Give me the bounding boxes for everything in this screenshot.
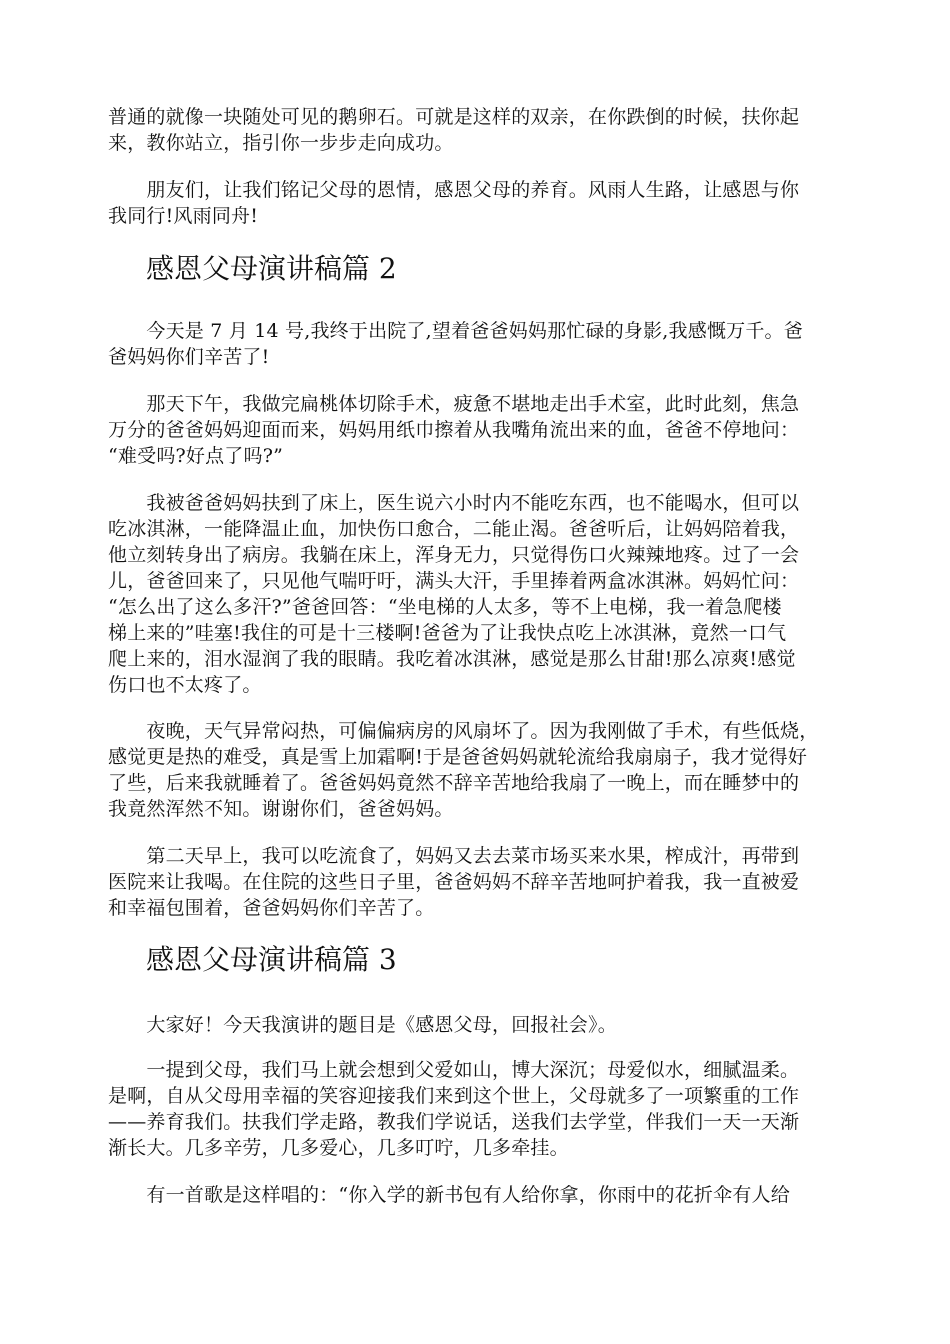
text-line: ——养育我们。扶我们学走路，教我们学说话，送我们去学堂，伴我们一天一天渐 bbox=[108, 1111, 800, 1133]
text-line: 感觉更是热的难受，真是雪上加霜啊!于是爸爸妈妈就轮流给我扇扇子，我才觉得好 bbox=[108, 746, 808, 768]
text-line: 吃冰淇淋，一能降温止血，加快伤口愈合，二能止渴。爸爸听后，让妈妈陪着我， bbox=[108, 518, 800, 540]
text-line: 是啊，自从父母用幸福的笑容迎接我们来到这个世上，父母就多了一项繁重的工作 bbox=[108, 1085, 800, 1107]
text-line: 夜晚，天气异常闷热，可偏偏病房的风扇坏了。因为我刚做了手术，有些低烧， bbox=[108, 720, 819, 742]
paragraph-9 bbox=[108, 1057, 848, 1161]
text-line: 和幸福包围着，爸爸妈妈你们辛苦了。 bbox=[108, 897, 435, 919]
text-line: 一提到父母，我们马上就会想到父爱如山，博大深沉；母爱似水，细腻温柔。 bbox=[108, 1059, 800, 1081]
text-line: 渐长大。几多辛劳，几多爱心，几多叮咛，几多牵挂。 bbox=[108, 1137, 569, 1159]
text-line: “难受吗?好点了吗?” bbox=[108, 445, 284, 467]
paragraph-10 bbox=[108, 1182, 848, 1208]
paragraph-3 bbox=[108, 318, 848, 370]
text-line: 那天下午，我做完扁桃体切除手术，疲惫不堪地走出手术室，此时此刻，焦急 bbox=[108, 393, 800, 415]
text-line: 梯上来的”哇塞!我住的可是十三楼啊!爸爸为了让我快点吃上冰淇淋，竟然一口气 bbox=[108, 622, 787, 644]
paragraph-2 bbox=[108, 177, 848, 229]
text-line: 来，教你站立，指引你一步步走向成功。 bbox=[108, 132, 454, 154]
paragraph-5 bbox=[108, 490, 848, 698]
paragraph-6 bbox=[108, 718, 848, 822]
text-line: 伤口也不太疼了。 bbox=[108, 674, 262, 696]
paragraph-4 bbox=[108, 391, 848, 469]
text-line: 爸妈妈你们辛苦了! bbox=[108, 346, 270, 368]
paragraph-1 bbox=[108, 104, 848, 156]
text-line: 了些，后来我就睡着了。爸爸妈妈竟然不辞辛苦地给我扇了一晚上，而在睡梦中的 bbox=[108, 772, 800, 794]
text-line: 有一首歌是这样唱的：“你入学的新书包有人给你拿，你雨中的花折伞有人给 bbox=[108, 1184, 790, 1206]
section-heading-3: 感恩父母演讲稿篇 3 bbox=[146, 943, 397, 976]
text-line: 他立刻转身出了病房。我躺在床上，浑身无力，只觉得伤口火辣辣地疼。过了一会 bbox=[108, 544, 800, 566]
text-line: 爬上来的，泪水湿润了我的眼睛。我吃着冰淇淋，感觉是那么甘甜!那么凉爽!感觉 bbox=[108, 648, 796, 670]
text-line: 我被爸爸妈妈扶到了床上，医生说六小时内不能吃东西，也不能喝水，但可以 bbox=[108, 492, 800, 514]
section-heading-2: 感恩父母演讲稿篇 2 bbox=[146, 252, 397, 285]
paragraph-7 bbox=[108, 843, 848, 921]
text-line: 大家好！今天我演讲的题目是《感恩父母，回报社会》。 bbox=[108, 1014, 617, 1036]
text-line: 儿，爸爸回来了，只见他气喘吁吁，满头大汗，手里捧着两盒冰淇淋。妈妈忙问： bbox=[108, 570, 800, 592]
text-line: 第二天早上，我可以吃流食了，妈妈又去去菜市场买来水果，榨成汁，再带到 bbox=[108, 845, 800, 867]
text-line: 今天是 7 月 14 号,我终于出院了,望着爸爸妈妈那忙碌的身影,我感慨万千。爸 bbox=[108, 320, 803, 342]
text-line: 普通的就像一块随处可见的鹅卵石。可就是这样的双亲，在你跌倒的时候，扶你起 bbox=[108, 106, 800, 128]
text-line: 万分的爸爸妈妈迎面而来，妈妈用纸巾擦着从我嘴角流出来的血，爸爸不停地问： bbox=[108, 419, 800, 441]
text-line: “怎么出了这么多汗?”爸爸回答：“坐电梯的人太多，等不上电梯，我一着急爬楼 bbox=[108, 596, 782, 618]
text-line: 我竟然浑然不知。谢谢你们，爸爸妈妈。 bbox=[108, 798, 454, 820]
text-line: 我同行!风雨同舟! bbox=[108, 205, 259, 227]
paragraph-8 bbox=[108, 1012, 848, 1038]
text-line: 医院来让我喝。在住院的这些日子里，爸爸妈妈不辞辛苦地呵护着我，我一直被爱 bbox=[108, 871, 800, 893]
text-line: 朋友们，让我们铭记父母的恩情，感恩父母的养育。风雨人生路，让感恩与你 bbox=[108, 179, 800, 201]
